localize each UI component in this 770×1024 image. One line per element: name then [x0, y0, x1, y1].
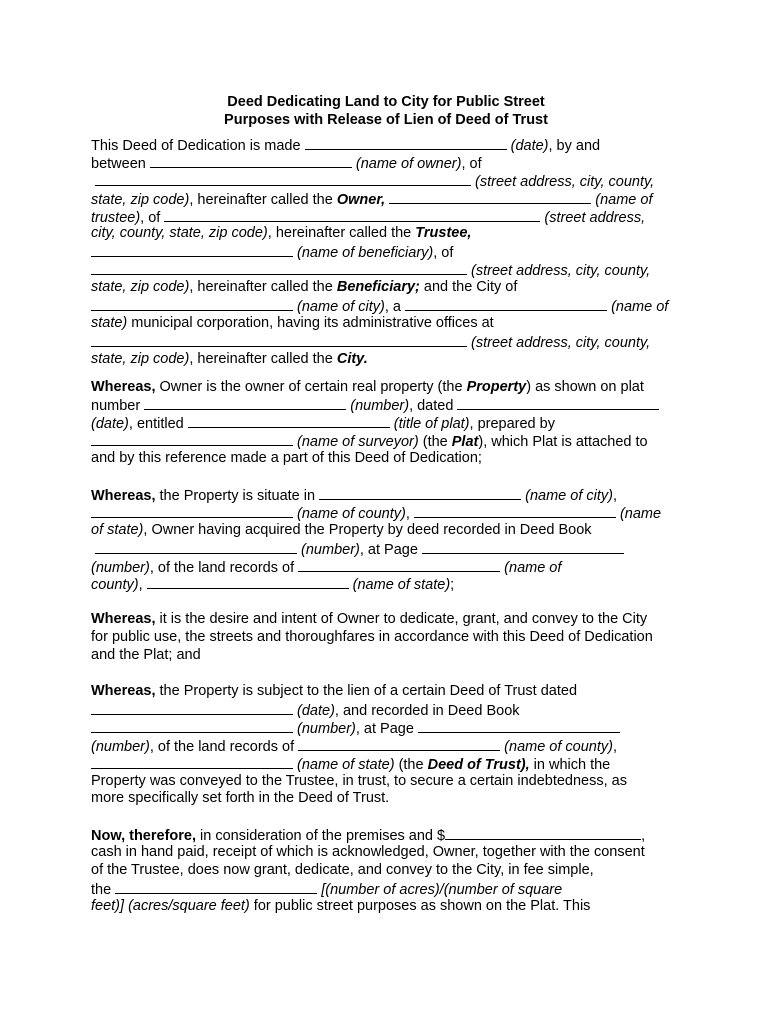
hint: (name of city) — [525, 488, 613, 505]
hint: (name — [619, 505, 662, 522]
text: , a — [384, 299, 406, 316]
text: the Property is subject to the lien of a certain Deed of Trust dated — [155, 683, 578, 700]
blank-trustee-address[interactable] — [164, 208, 540, 222]
blank-situate-state[interactable] — [414, 504, 616, 518]
blank-acreage[interactable] — [115, 880, 317, 894]
text: ) as shown on plat — [526, 378, 644, 395]
document-page — [91, 93, 681, 934]
blank-plat-title[interactable] — [188, 414, 390, 428]
paragraph-parties — [91, 136, 681, 369]
text: more specifically set forth in the Deed of Trust. — [91, 790, 390, 807]
term: Now, therefore, — [91, 828, 197, 845]
document-title — [91, 93, 681, 129]
blank-trust-book-number[interactable] — [91, 719, 293, 733]
hint: state) — [91, 314, 128, 331]
hint: feet)] (acres/square feet) — [91, 897, 250, 914]
text: , hereinafter called the — [189, 191, 337, 208]
text: the Property is situate in — [155, 488, 320, 505]
blank-situate-county[interactable] — [91, 504, 293, 518]
blank-plat-number[interactable] — [144, 396, 346, 410]
text: in consideration of the premises and $ — [196, 828, 446, 845]
blank-trust-state[interactable] — [91, 755, 293, 769]
hint: (number) — [301, 541, 360, 558]
hint: (name of state) — [352, 577, 451, 594]
hint: (name of city) — [297, 299, 385, 316]
term: Property — [466, 378, 527, 395]
text: , hereinafter called the — [189, 279, 337, 296]
blank-page-number[interactable] — [422, 540, 624, 554]
term: Whereas, — [91, 378, 156, 395]
text: , — [138, 577, 147, 594]
paragraph-whereas-situate — [91, 486, 681, 593]
text: , — [641, 828, 646, 845]
blank-trustee-name[interactable] — [389, 190, 591, 204]
term: Owner, — [336, 191, 386, 208]
text: , at Page — [359, 541, 422, 558]
text: Property was conveyed to the Trustee, in trust, to secure a certain indebtedness, as — [91, 772, 627, 789]
blank-records-state[interactable] — [147, 575, 349, 589]
hint: county) — [91, 577, 139, 594]
hint: (name of — [504, 559, 562, 576]
term: Whereas, — [91, 611, 156, 628]
hint: (street address, city, county, — [471, 334, 651, 351]
blank-owner-name[interactable] — [150, 154, 352, 168]
blank-beneficiary-name[interactable] — [91, 243, 293, 257]
text: in which the — [529, 756, 611, 773]
text: , hereinafter called the — [189, 350, 337, 367]
text: and the City of — [419, 279, 518, 296]
text: Owner is the owner of certain real property (the — [155, 378, 467, 395]
hint: state, zip code) — [91, 350, 190, 367]
hint: (street address, city, county, — [471, 263, 651, 280]
blank-state-name[interactable] — [405, 297, 607, 311]
hint: (name of — [595, 191, 653, 208]
hint: trustee) — [91, 209, 141, 226]
hint: (name of county) — [504, 738, 613, 755]
text: , — [612, 488, 617, 505]
term: Beneficiary; — [336, 279, 420, 296]
text: , entitled — [128, 416, 188, 433]
blank-consideration-amount[interactable] — [445, 826, 641, 840]
hint: (number) — [91, 559, 150, 576]
hint: (name of state) — [297, 756, 395, 773]
text: , hereinafter called the — [267, 225, 416, 242]
paragraph-whereas-property — [91, 379, 681, 468]
text: municipal corporation, having its administrative offices at — [127, 314, 494, 331]
paragraph-now-therefore — [91, 826, 681, 915]
blank-plat-date[interactable] — [457, 396, 659, 410]
hint: (number) — [297, 720, 356, 737]
text: (the — [418, 434, 452, 451]
blank-surveyor-name[interactable] — [91, 432, 293, 446]
blank-city-name[interactable] — [91, 297, 293, 311]
blank-beneficiary-address[interactable] — [91, 261, 467, 275]
text: , and recorded in Deed Book — [334, 702, 520, 719]
text: This Deed of Dedication is made — [91, 138, 305, 154]
text: (the — [394, 756, 428, 773]
text: , by and — [548, 138, 601, 154]
title-line-1: Deed Dedicating Land to City for Public Street — [227, 94, 545, 110]
text: between — [91, 155, 150, 172]
hint: (street address, city, county, — [475, 173, 655, 190]
hint: (date) — [510, 138, 549, 154]
text: ), which Plat is attached to — [478, 434, 648, 451]
blank-trust-county[interactable] — [298, 737, 500, 751]
text: it is the desire and intent of Owner to dedicate, grant, and convey to the City — [155, 611, 648, 628]
text: , of — [140, 209, 165, 226]
text: the — [91, 881, 116, 898]
text: , Owner having acquired the Property by deed recorded in Deed Book — [143, 521, 592, 538]
hint: (name of surveyor) — [297, 434, 419, 451]
blank-deed-book-number[interactable] — [95, 540, 297, 554]
text: , — [405, 505, 414, 522]
term: City. — [336, 350, 368, 367]
text: and the Plat; and — [91, 647, 201, 664]
term: Whereas, — [91, 683, 156, 700]
text: of the Trustee, does now grant, dedicate, and convey to the City, in fee simple, — [91, 862, 594, 879]
hint: of state) — [91, 521, 144, 538]
hint: (date) — [91, 416, 129, 433]
text: , — [612, 738, 618, 755]
term: Whereas, — [91, 488, 156, 505]
text: , of the land records of — [149, 738, 299, 755]
term: Trustee, — [415, 225, 472, 242]
text: for public use, the streets and thoroughfares in accordance with this Deed of Dedication — [91, 629, 653, 646]
term: Plat — [451, 434, 479, 451]
hint: (name of owner) — [355, 155, 462, 172]
text: ; — [450, 577, 455, 594]
hint: (date) — [297, 702, 335, 719]
text: , of the land records of — [149, 559, 299, 576]
hint: (name of — [611, 299, 669, 316]
text: , prepared by — [469, 416, 555, 433]
hint: city, county, state, zip code) — [91, 225, 268, 242]
blank-situate-city[interactable] — [319, 486, 521, 500]
hint: (street address, — [544, 209, 646, 226]
hint: state, zip code) — [91, 191, 190, 208]
blank-city-address[interactable] — [91, 333, 467, 347]
hint: state, zip code) — [91, 279, 190, 296]
blank-trust-date[interactable] — [91, 701, 293, 715]
hint: (name of county) — [297, 505, 406, 522]
text: , at Page — [355, 720, 418, 737]
text: and by this reference made a part of this Deed of Dedication; — [91, 450, 482, 467]
hint: (number) — [91, 738, 150, 755]
text: , of — [433, 245, 454, 262]
paragraph-whereas-intent — [91, 611, 681, 665]
blank-owner-address[interactable] — [95, 172, 471, 186]
blank-trust-page-number[interactable] — [418, 719, 620, 733]
text: for public street purposes as shown on the Plat. This — [249, 897, 591, 914]
blank-records-county[interactable] — [298, 558, 500, 572]
title-line-2: Purposes with Release of Lien of Deed of Trust — [224, 112, 548, 128]
text: number — [91, 398, 145, 415]
hint: (name of beneficiary) — [297, 245, 434, 262]
hint: (number) — [350, 398, 410, 415]
term: Deed of Trust), — [427, 756, 530, 773]
hint: (title of plat) — [393, 416, 470, 433]
hint: [(number of acres)/(number of square — [317, 881, 563, 898]
paragraph-whereas-lien — [91, 683, 681, 808]
text: , of — [461, 155, 482, 172]
blank-date[interactable] — [305, 136, 507, 150]
text: , dated — [409, 398, 458, 415]
text: cash in hand paid, receipt of which is acknowledged, Owner, together with the consent — [91, 844, 645, 861]
